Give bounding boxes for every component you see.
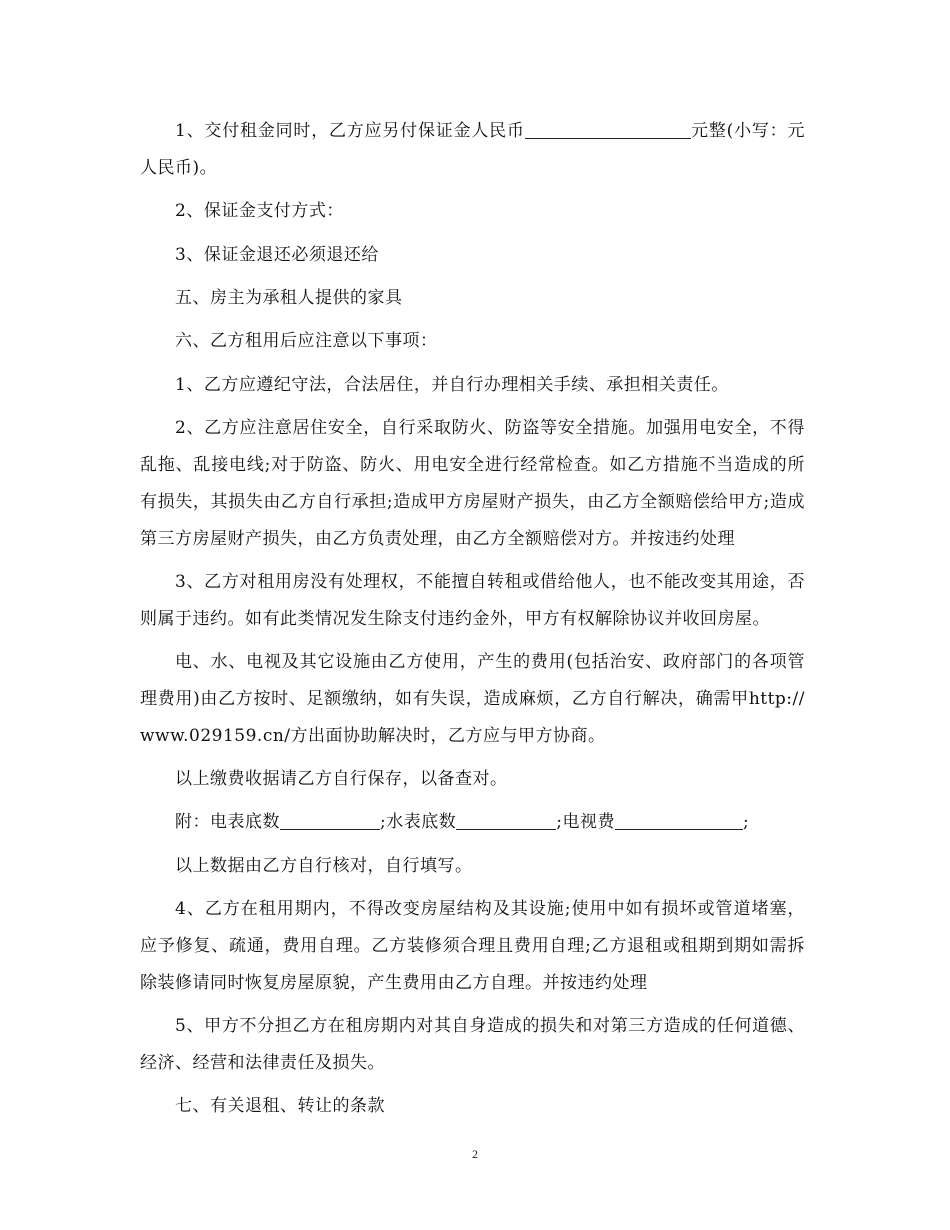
tv-fee-label: ;电视费 (556, 812, 615, 833)
water-meter-label: ;水表底数 (380, 812, 457, 833)
clause-safety: 2、乙方应注意居住安全，自行采取防火、防盗等安全措施。加强用电安全，不得乱拖、乱接电线;对于防盗、防火、用电安全进行经常检查。如乙方措施不当造成的所有损失，其损失由乙方自行承担;造成甲方房屋财产损失，由乙方全额赔偿给甲方;造成第三方房屋财产损失，由乙方负责处理，由乙方全额赔偿对方。并按违约处理 (140, 418, 805, 549)
deposit-amount-text: 1、交付租金同时，乙方应另付保证金人民币 (175, 121, 525, 141)
clause-deposit-amount (140, 113, 805, 187)
meter-readings-end: ; (742, 812, 750, 833)
deposit-amount-blank (525, 120, 691, 139)
electric-meter-label: 附：电表底数 (175, 812, 280, 833)
section-tenant-notes: 六、乙方租用后应注意以下事项： (175, 331, 438, 352)
clause-deposit-refund: 3、保证金退还必须退还给 (175, 244, 379, 265)
clause-utilities: 电、水、电视及其它设施由乙方使用，产生的费用(包括治安、政府部门的各项管理费用)由乙方按时、足额缴纳，如有失误，造成麻烦，乙方自行解决，确需甲http://www.029159.cn/方出面协助解决时，乙方应与甲方协商。 (140, 652, 805, 746)
clause-no-structure-change: 4、乙方在租用期内，不得改变房屋结构及其设施;使用中如有损坏或管道堵塞，应予修复、疏通，费用自理。乙方装修须合理且费用自理;乙方退租或租期到期如需拆除装修请同时恢复房屋原貌，产生费用由乙方自理。并按违约处理 (140, 899, 805, 993)
clause-no-sublet: 3、乙方对租用房没有处理权，不能擅自转租或借给他人，也不能改变其用途，否则属于违约。如有此类情况发生除支付违约金外，甲方有权解除协议并收回房屋。 (140, 571, 805, 629)
clause-obey-law: 1、乙方应遵纪守法，合法居住，并自行办理相关手续、承担相关责任。 (175, 374, 729, 395)
water-meter-blank (456, 811, 556, 830)
tv-fee-blank (615, 811, 743, 830)
clause-self-check: 以上数据由乙方自行核对，自行填写。 (175, 855, 473, 876)
page-number: 2 (472, 1147, 478, 1161)
document-body (140, 113, 805, 1132)
meter-readings (140, 804, 805, 841)
electric-meter-blank (280, 811, 380, 830)
section-furniture: 五、房主为承租人提供的家具 (175, 287, 403, 308)
section-termination: 七、有关退租、转让的条款 (175, 1096, 385, 1117)
clause-keep-receipts: 以上缴费收据请乙方自行保存，以备查对。 (175, 769, 508, 790)
clause-liability: 5、甲方不分担乙方在租房期内对其自身造成的损失和对第三方造成的任何道德、经济、经营和法律责任及损失。 (140, 1016, 805, 1074)
clause-deposit-payment-method: 2、保证金支付方式： (175, 201, 344, 222)
deposit-amount-suffix: 元整(小写：元人民币)。 (140, 121, 805, 178)
